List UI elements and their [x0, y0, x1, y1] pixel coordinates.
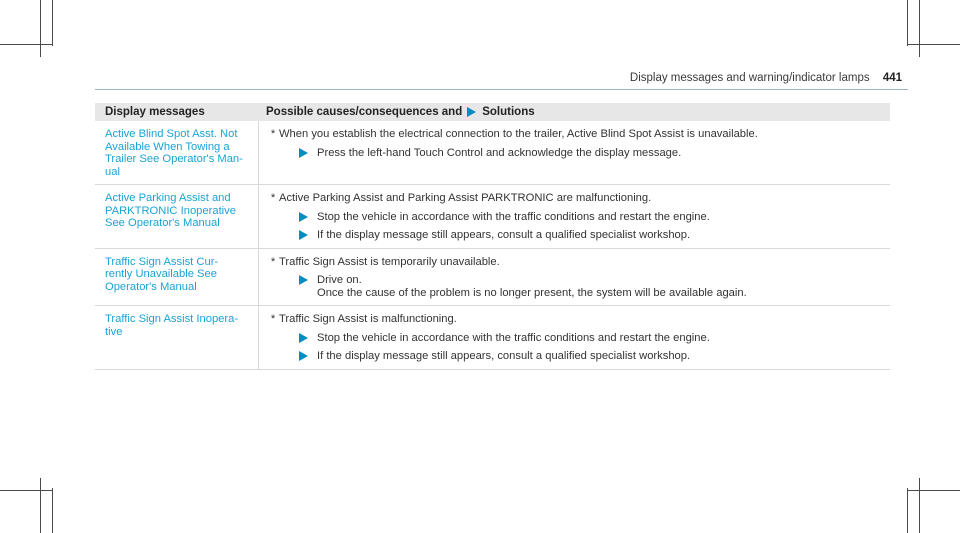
solution-text: If the display message still appears, consult a qualified specialist workshop. [317, 350, 691, 362]
crop-mark [40, 0, 41, 57]
causes-solutions-cell [259, 185, 890, 248]
running-header-title: Display messages and warning/indicator lamps [629, 72, 870, 84]
causes-solutions-cell [259, 121, 890, 184]
display-message-text: Active Parking Assist and PARKTRONIC Inoperative See Operator's Manual [105, 192, 236, 229]
table-row [95, 121, 890, 185]
solution-text: Press the left-hand Touch Control and acknowledge the display message. [317, 146, 682, 159]
cause-line [267, 313, 890, 326]
column-header-solutions-label: Solutions [482, 105, 535, 118]
table-row [95, 249, 890, 307]
cause-text: Traffic Sign Assist is temporarily unavailable. [279, 255, 500, 268]
solution-text: If the display message still appears, consult a qualified specialist workshop. [317, 229, 691, 241]
cause-line [267, 128, 890, 141]
display-message-text: Traffic Sign Assist Inopera- tive [105, 313, 239, 338]
cause-marker: * [270, 313, 276, 325]
solution-step [267, 147, 890, 160]
triangle-right-icon [299, 275, 308, 285]
page-number: 441 [882, 72, 902, 84]
cause-marker: * [270, 128, 276, 140]
triangle-right-icon [299, 148, 308, 158]
header-rule [95, 89, 908, 90]
display-message-text: Active Blind Spot Asst. Not Available When Towing a Trailer See Operator's Man- ual [105, 128, 243, 178]
cause-marker: * [270, 255, 276, 268]
triangle-right-icon [299, 333, 308, 343]
crop-mark [0, 490, 53, 491]
table-body [95, 121, 890, 370]
cause-marker: * [270, 192, 276, 204]
causes-solutions-cell [259, 249, 890, 306]
solution-step [267, 274, 890, 299]
display-message-text: Traffic Sign Assist Cur- rently Unavailable See Operator's Manual [105, 255, 219, 293]
cause-text: Traffic Sign Assist is malfunctioning. [279, 313, 457, 325]
triangle-right-icon [299, 230, 308, 240]
column-header-display-messages: Display messages [105, 105, 205, 118]
crop-mark [919, 0, 920, 57]
crop-mark [907, 488, 908, 533]
triangle-right-icon [467, 107, 476, 117]
cause-text: When you establish the electrical connection to the trailer, Active Blind Spot Assist is unavailable. [279, 128, 758, 140]
running-header [630, 72, 902, 84]
triangle-right-icon [299, 351, 308, 361]
display-messages-table [95, 103, 890, 370]
crop-mark [52, 0, 53, 46]
table-row [95, 185, 890, 249]
cause-text: Active Parking Assist and Parking Assist PARKTRONIC are malfunctioning. [279, 192, 652, 204]
crop-mark [52, 488, 53, 533]
solution-text: Stop the vehicle in accordance with the traffic conditions and restart the engine. [317, 331, 710, 344]
solution-step [267, 350, 890, 363]
crop-mark [907, 44, 960, 45]
column-header-causes-solutions [258, 106, 890, 119]
table-row [95, 306, 890, 370]
crop-mark [907, 0, 908, 46]
crop-mark [907, 490, 960, 491]
solution-step [267, 229, 890, 242]
table-header-row [95, 103, 890, 121]
solution-step [267, 211, 890, 224]
solution-step [267, 332, 890, 345]
causes-solutions-cell [259, 306, 890, 369]
crop-mark [919, 478, 920, 533]
solution-text: Drive on. Once the cause of the problem is no longer present, the system will be available again. [317, 274, 747, 299]
cause-line [267, 256, 890, 269]
column-header-causes-label: Possible causes/consequences and [266, 105, 463, 118]
crop-mark [40, 478, 41, 533]
triangle-right-icon [299, 212, 308, 222]
solution-text: Stop the vehicle in accordance with the traffic conditions and restart the engine. [317, 210, 710, 223]
cause-line [267, 192, 890, 205]
crop-mark [0, 44, 53, 45]
